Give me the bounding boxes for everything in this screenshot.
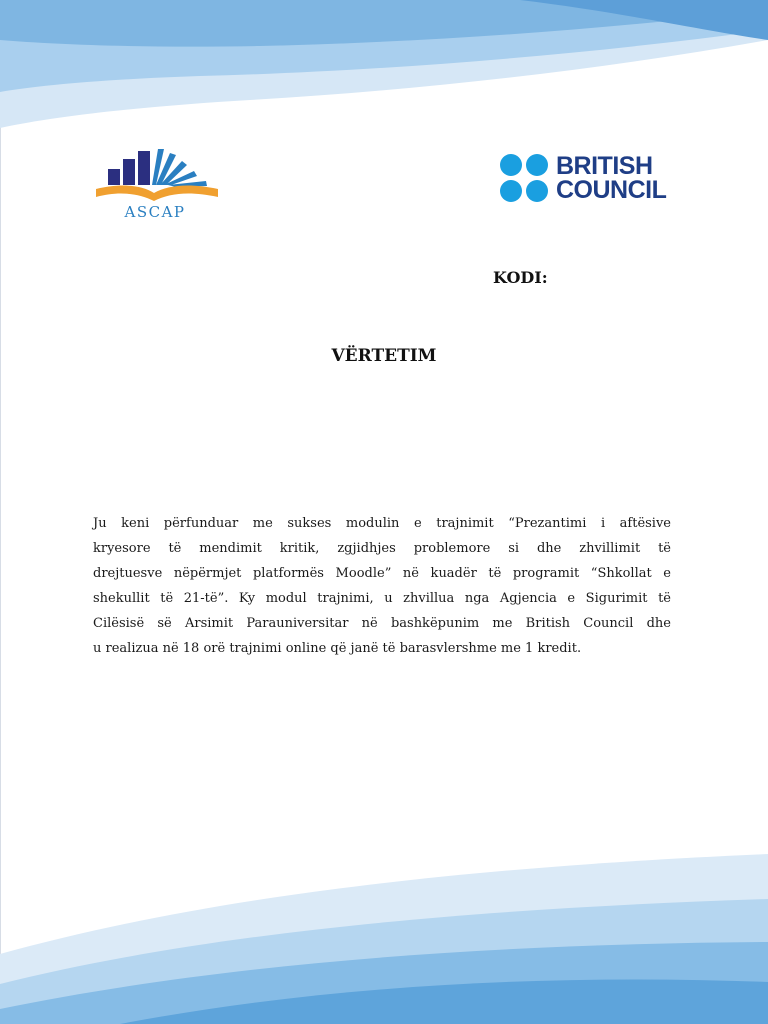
ascap-logo-text: ASCAP	[124, 203, 186, 221]
certificate-body	[93, 511, 671, 661]
top-wave-decoration	[0, 0, 768, 140]
british-council-line2: COUNCIL	[556, 176, 667, 204]
body-line: drejtuesve nëpërmjet platformës Moodle” në kuadër të programit “Shkollat e	[93, 566, 671, 581]
body-line: Cilësisë së Arsimit Parauniversitar në bashkëpunim me British Council dhe	[93, 616, 671, 631]
body-line: shekullit të 21-të”. Ky modul trajnimi, u zhvillua nga Agjencia e Sigurimit të	[93, 591, 671, 606]
british-council-wordmark	[556, 154, 666, 202]
ascap-emblem-icon	[90, 145, 225, 205]
british-council-dots-icon	[498, 152, 554, 208]
body-line: u realizua në 18 orë trajnimi online që janë të barasvlershme me 1 kredit.	[93, 641, 582, 656]
british-council-line1: BRITISH	[556, 152, 653, 180]
ascap-logo	[90, 145, 225, 225]
document-title: VËRTETIM	[331, 346, 437, 366]
bottom-wave-decoration	[0, 824, 768, 1024]
british-council-logo	[498, 152, 688, 212]
body-line: Ju keni përfunduar me sukses modulin e trajnimit “Prezantimi i aftësive	[93, 516, 671, 531]
code-label: KODI:	[493, 268, 548, 287]
body-line: kryesore të mendimit kritik, zgjidhjes problemore si dhe zhvillimit të	[93, 541, 671, 556]
